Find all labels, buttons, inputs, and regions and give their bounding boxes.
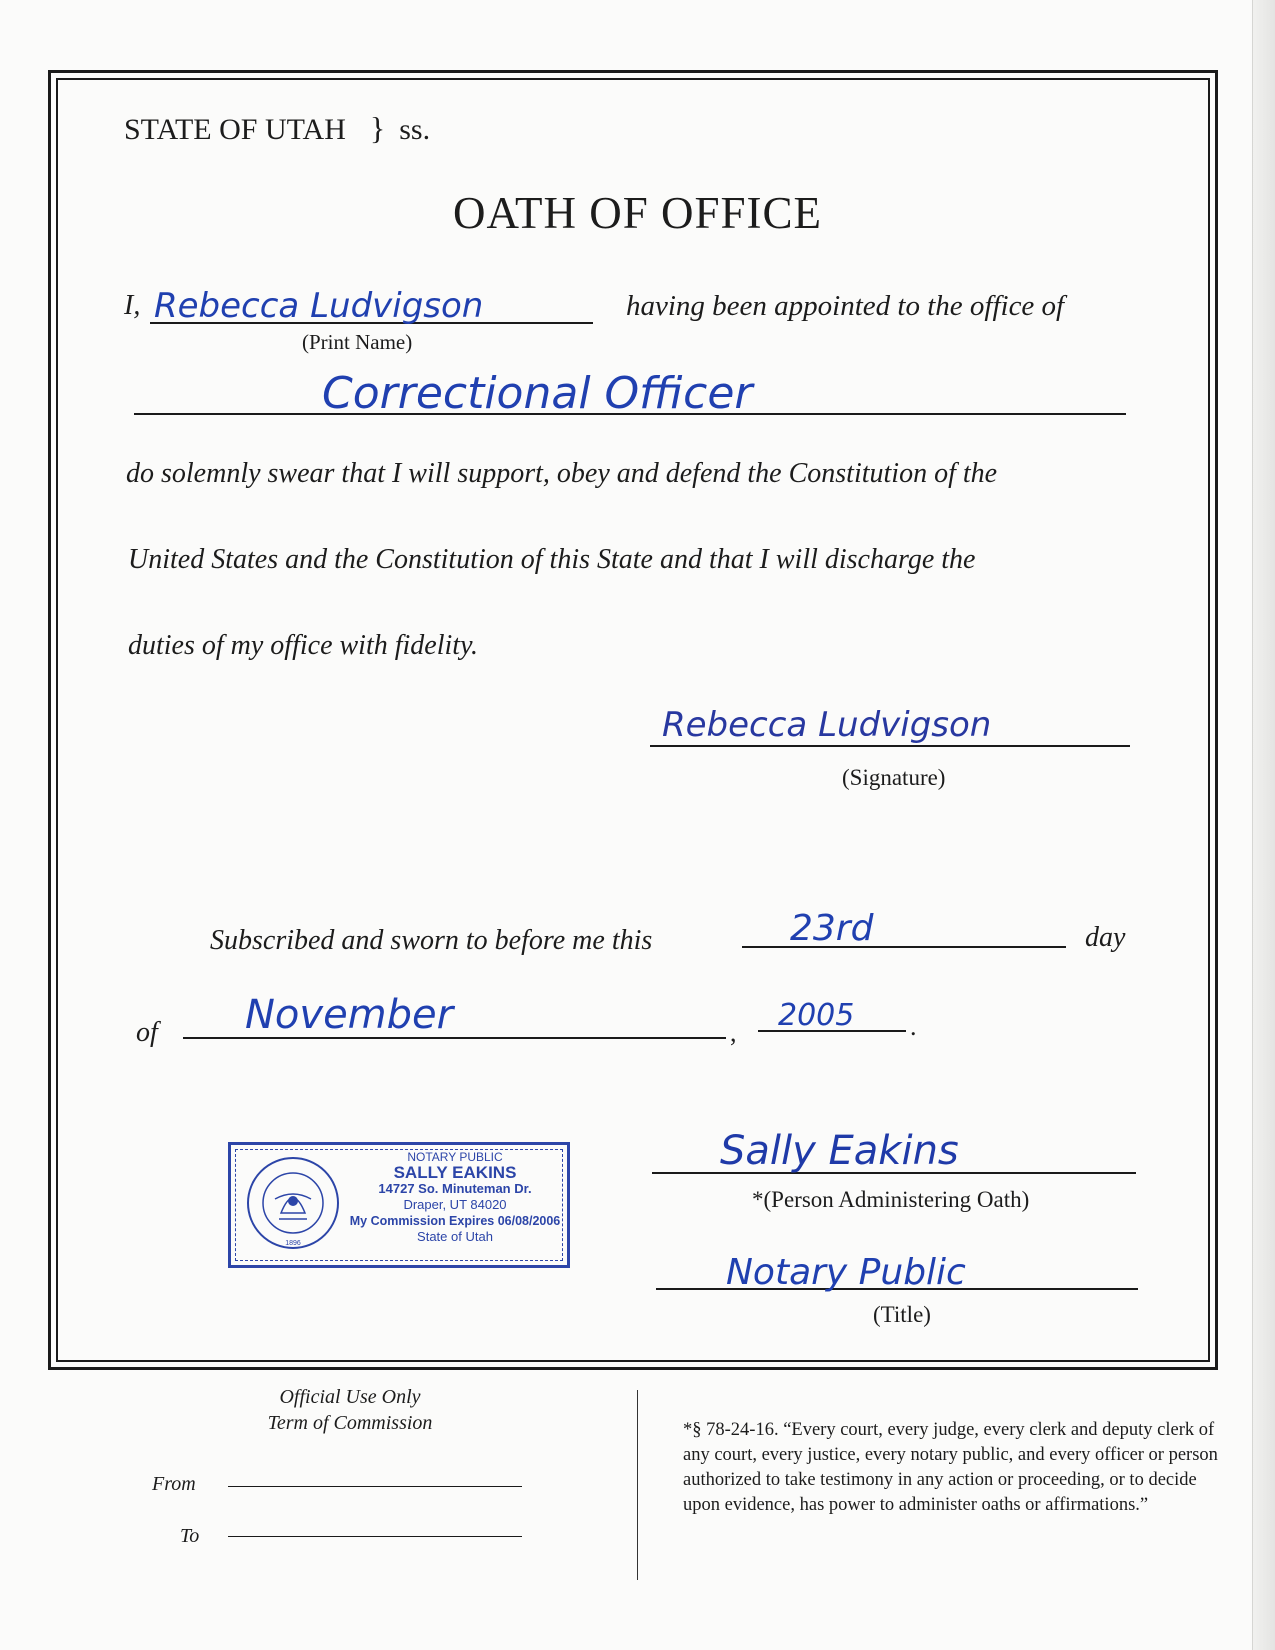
handwritten-signature: Rebecca Ludvigson bbox=[662, 705, 992, 745]
document-title: OATH OF OFFICE bbox=[452, 188, 823, 238]
brace: } bbox=[369, 110, 386, 146]
notary-stamp bbox=[228, 1142, 570, 1268]
term-of-commission-heading: Term of Commission bbox=[267, 1412, 433, 1434]
period: . bbox=[910, 1012, 917, 1041]
handwritten-day: 23rd bbox=[790, 908, 874, 949]
ss-label: ss. bbox=[399, 113, 431, 146]
stamp-line-2: SALLY EAKINS bbox=[393, 1163, 517, 1182]
stamp-line-3: 14727 So. Minuteman Dr. bbox=[378, 1181, 532, 1196]
handwritten-administrator: Sally Eakins bbox=[720, 1128, 959, 1174]
official-use-heading: Official Use Only bbox=[279, 1386, 421, 1408]
handwritten-office: Correctional Officer bbox=[322, 368, 753, 419]
appointment-text: having been appointed to the office of bbox=[626, 290, 1065, 322]
of-word: of bbox=[136, 1017, 158, 1048]
title-label: (Title) bbox=[873, 1302, 931, 1327]
signature-label: (Signature) bbox=[842, 765, 946, 790]
stamp-line-5: My Commission Expires 06/08/2006 bbox=[349, 1214, 561, 1228]
day-word: day bbox=[1085, 922, 1126, 953]
oath-line-2: United States and the Constitution of this State and that I will discharge the bbox=[128, 544, 976, 575]
handwritten-year: 2005 bbox=[778, 998, 855, 1033]
i-prefix: I, bbox=[124, 290, 141, 321]
to-label: To bbox=[180, 1525, 200, 1547]
stamp-line-1: NOTARY PUBLIC bbox=[407, 1150, 503, 1164]
statute-footnote: *§ 78-24-16. “Every court, every judge, every clerk and deputy clerk of any court, every justice, every notary public, and every officer or person authorized to take testimony in any action or proceeding, or to decide upon evidence, has power to administer oaths or affirmations.” bbox=[683, 1420, 1218, 1515]
stamp-line-4: Draper, UT 84020 bbox=[403, 1197, 507, 1212]
column-divider bbox=[637, 1390, 638, 1580]
administrator-label: *(Person Administering Oath) bbox=[752, 1187, 1030, 1212]
to-line bbox=[228, 1536, 522, 1537]
handwritten-title: Notary Public bbox=[726, 1252, 966, 1293]
from-line bbox=[228, 1486, 522, 1487]
from-label: From bbox=[152, 1473, 196, 1495]
oath-line-1: do solemnly swear that I will support, obey and defend the Constitution of the bbox=[126, 458, 998, 489]
handwritten-month: November bbox=[245, 992, 454, 1038]
sworn-text: Subscribed and sworn to before me this bbox=[210, 925, 653, 956]
print-name-label: (Print Name) bbox=[302, 330, 413, 354]
paper-edge bbox=[1252, 0, 1275, 1650]
stamp-line-6: State of Utah bbox=[417, 1229, 493, 1244]
state-name: STATE OF UTAH bbox=[124, 113, 346, 146]
document-border bbox=[48, 70, 1218, 1370]
oath-line-3: duties of my office with fidelity. bbox=[128, 630, 478, 661]
signature-line bbox=[650, 745, 1130, 747]
handwritten-name: Rebecca Ludvigson bbox=[154, 286, 484, 326]
comma: , bbox=[730, 1018, 737, 1047]
stamp-text-block bbox=[349, 1149, 561, 1245]
seal-year: 1896 bbox=[285, 1240, 301, 1247]
state-header bbox=[124, 110, 430, 147]
state-seal-icon bbox=[245, 1155, 341, 1251]
